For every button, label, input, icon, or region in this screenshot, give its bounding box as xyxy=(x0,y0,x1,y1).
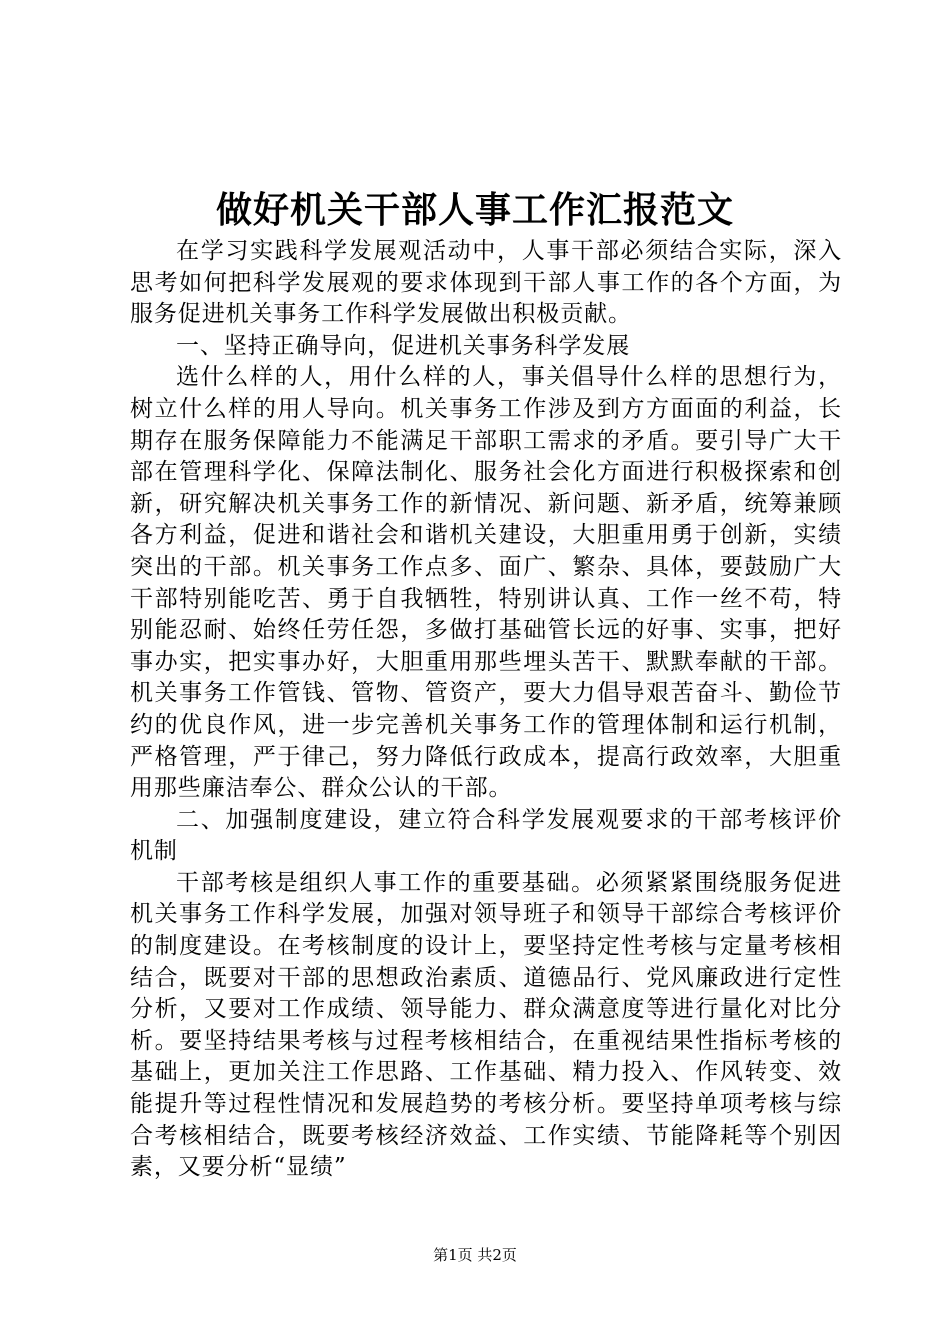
intro-paragraph: 在学习实践科学发展观活动中，人事干部必须结合实际，深入思考如何把科学发展观的要求体现到干部人事工作的各个方面，为服务促进机关事务工作科学发展做出积极贡献。 xyxy=(130,238,842,328)
section-2-paragraph: 干部考核是组织人事工作的重要基础。必须紧紧围绕服务促进机关事务工作科学发展，加强对领导班子和领导干部综合考核评价的制度建设。在考核制度的设计上，要坚持定性考核与定量考核相结合，既要对干部的思想政治素质、道德品行、党风廉政进行定性分析，又要对工作成绩、领导能力、群众满意度等进行量化对比分析。要坚持结果考核与过程考核相结合，在重视结果性指标考核的基础上，更加关注工作思路、工作基础、精力投入、作风转变、效能提升等过程性情况和发展趋势的考核分析。要坚持单项考核与综合考核相结合，既要考核经济效益、工作实绩、节能降耗等个别因素，又要分析“显绩” xyxy=(130,869,842,1181)
page-footer: 第1页 共2页 xyxy=(433,1246,517,1264)
section-heading-2: 二、加强制度建设，建立符合科学发展观要求的干部考核评价机制 xyxy=(130,806,842,865)
document-title: 做好机关干部人事工作汇报范文 xyxy=(215,189,734,231)
section-heading-1: 一、坚持正确导向，促进机关事务科学发展 xyxy=(176,332,631,359)
section-1-paragraph: 选什么样的人，用什么样的人，事关倡导什么样的思想行为，树立什么样的用人导向。机关事务工作涉及到方方面面的利益，长期存在服务保障能力不能满足干部职工需求的矛盾。要引导广大干部在管理科学化、保障法制化、服务社会化方面进行积极探索和创新，研究解决机关事务工作的新情况、新问题、新矛盾，统筹兼顾各方利益，促进和谐社会和谐机关建设，大胆重用勇于创新，实绩突出的干部。机关事务工作点多、面广、繁杂、具体，要鼓励广大干部特别能吃苦、勇于自我牺牲，特别讲认真、工作一丝不苟，特别能忍耐、始终任劳任怨，多做打基础管长远的好事、实事，把好事办实，把实事办好，大胆重用那些埋头苦干、默默奉献的干部。机关事务工作管钱、管物、管资产，要大力倡导艰苦奋斗、勤俭节约的优良作风，进一步完善机关事务工作的管理体制和运行机制，严格管理，严于律己，努力降低行政成本，提高行政效率，大胆重用那些廉洁奉公、群众公认的干部。 xyxy=(130,364,842,802)
document-body xyxy=(130,236,842,1184)
